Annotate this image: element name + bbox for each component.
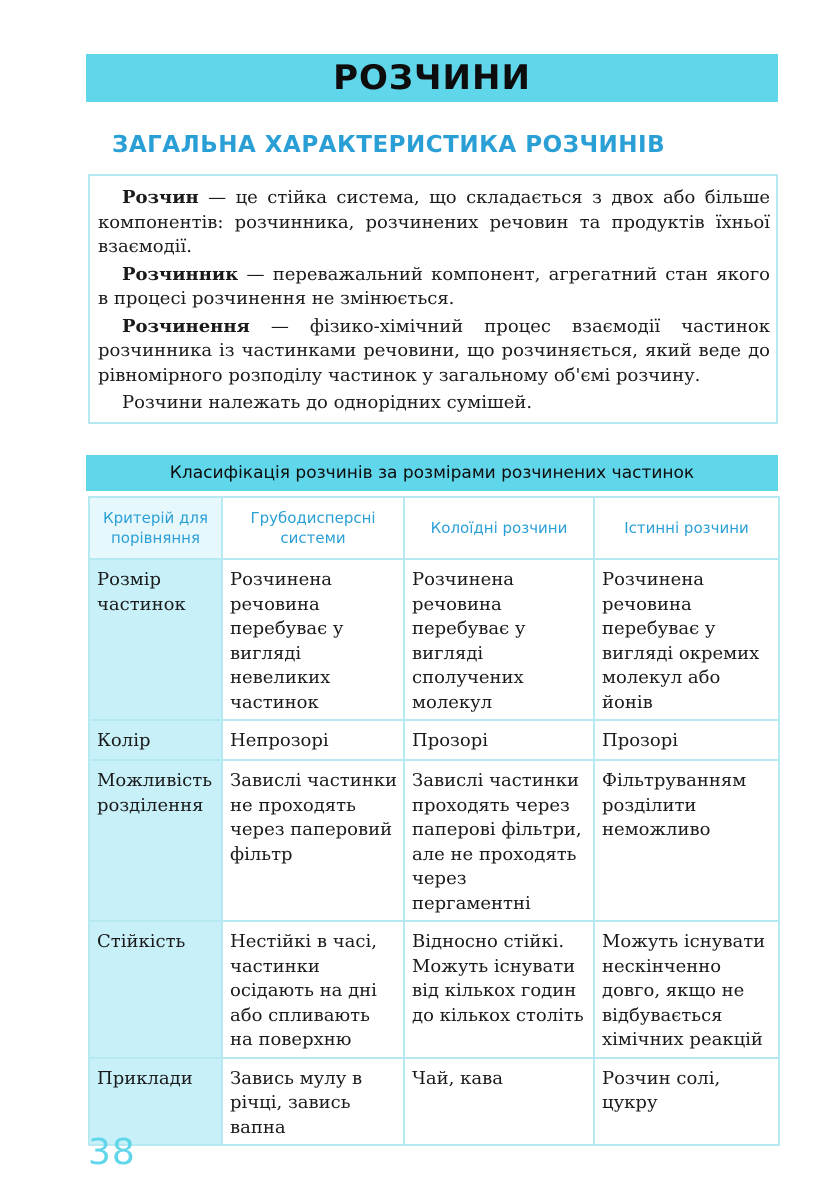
definition-text: — це стійка система, що складається з двох або більше компонентів: розчинника, розчинених речовин та продуктів їхньої взаємодії. [98, 187, 770, 257]
column-header: Колоїдні розчини [404, 497, 594, 559]
definition-paragraph [98, 263, 770, 312]
definition-term: Розчинення [122, 315, 250, 337]
table-cell: Завислі частинки не проходять через паперовий фільтр [222, 760, 404, 921]
criterion-cell: Колір [89, 720, 222, 760]
table-title: Класифікація розчинів за розмірами розчинених частинок [169, 463, 695, 483]
table-cell: Розчинена речовина перебуває у вигляді невеликих частинок [222, 559, 404, 720]
criterion-cell: Стійкість [89, 921, 222, 1058]
definition-text: — переважальний компонент, агрегатний стан якого в процесі розчинення не змінюється. [98, 263, 770, 309]
classification-table [88, 496, 780, 1146]
table-title-band [86, 455, 778, 491]
criterion-cell: Приклади [89, 1058, 222, 1146]
definition-text: — фізико-хімічний процес взаємодії частинок розчинника із частинками речовини, що розчиняється, який веде до рівномірного розподілу частинок у загальному об'ємі розчину. [98, 315, 770, 386]
definition-term: Розчин [122, 187, 199, 208]
column-header: Істинні розчини [594, 497, 779, 559]
definition-paragraph [98, 315, 770, 389]
table-cell: Відносно стійкі. Можуть існувати від кількох годин до кількох століть [404, 921, 594, 1058]
table-cell: Розчинена речовина перебуває у вигляді окремих молекул або йонів [594, 559, 779, 720]
table-cell: Завись мулу в річці, завись вапна [222, 1058, 404, 1146]
table-cell: Фільтруванням розділити неможливо [594, 760, 779, 921]
table-header-row [89, 497, 779, 559]
table-cell: Розчин солі, цукру [594, 1058, 779, 1146]
table-row [89, 720, 779, 760]
criterion-cell: Розмір частинок [89, 559, 222, 720]
table-cell: Прозорі [404, 720, 594, 760]
table-cell: Чай, кава [404, 1058, 594, 1146]
page-title: РОЗЧИНИ [333, 58, 531, 98]
column-header: Грубодисперсні системи [222, 497, 404, 559]
table-row [89, 921, 779, 1058]
table-cell: Можуть існувати нескінченно довго, якщо не відбувається хімічних реакцій [594, 921, 779, 1058]
table-cell: Прозорі [594, 720, 779, 760]
definitions-box [88, 174, 778, 424]
definition-term: Розчинник [122, 263, 239, 285]
column-header: Критерій для порівняння [89, 497, 222, 559]
definition-paragraph [98, 391, 770, 416]
section-subtitle: ЗАГАЛЬНА ХАРАКТЕРИСТИКА РОЗЧИНІВ [112, 132, 666, 158]
title-banner [86, 54, 778, 102]
table-row [89, 1058, 779, 1146]
definition-paragraph [98, 186, 770, 260]
criterion-cell: Можливість розділення [89, 760, 222, 921]
table-row [89, 760, 779, 921]
table-cell: Непрозорі [222, 720, 404, 760]
table-cell: Розчинена речовина перебуває у вигляді сполучених молекул [404, 559, 594, 720]
definition-text: Розчини належать до однорідних сумішей. [122, 392, 533, 413]
table-cell: Завислі частинки проходять через паперові фільтри, але не проходять через пергаментні [404, 760, 594, 921]
table-row [89, 559, 779, 720]
page-number: 38 [88, 1132, 136, 1173]
table-cell: Нестійкі в часі, частинки осідають на дні або спливають на поверхню [222, 921, 404, 1058]
